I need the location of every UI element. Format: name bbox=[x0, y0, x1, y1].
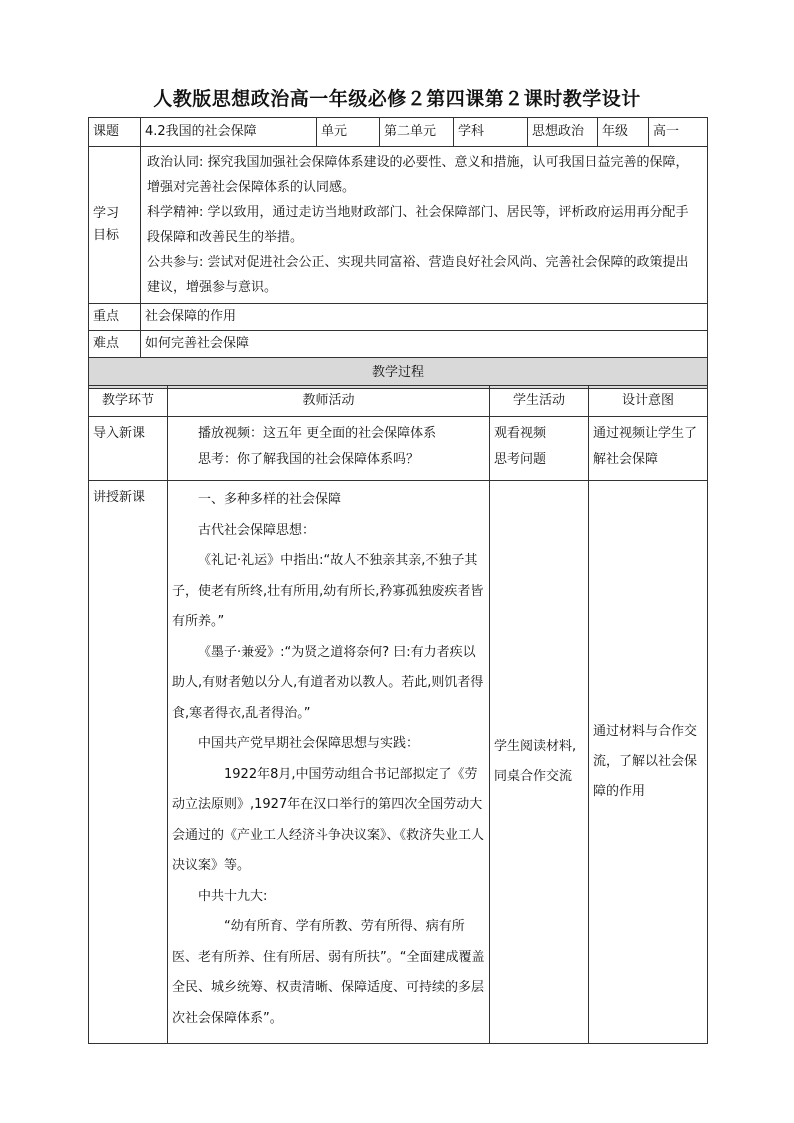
header-student: 学生活动 bbox=[490, 386, 589, 417]
unit-label: 单元 bbox=[317, 118, 380, 147]
student-teach: 学生阅读材料,同桌合作交流 bbox=[490, 481, 589, 1044]
subject-value: 思想政治 bbox=[528, 118, 598, 147]
stage-intro: 导入新课 bbox=[89, 417, 168, 481]
teacher-teach: 一、多种多样的社会保障 古代社会保障思想： 《礼记·礼运》中指出:“故人不独亲其亲,不独子其子，使老有所终,壮有所用,幼有所长,矜寡孤独废疾者皆有所养。” 《墨子·兼爱》:“为贤之道将奈何? 曰:有力者疾以助人,有财者勉以分人,有道者劝以教人。若此,则饥者得食,寒者得衣,乱者得治。” 中国共产党早期社会保障思想与实践： 1922年8月,中国劳动组合书记部拟定了《劳动立法原则》,1927年在汉口举行的第四次全国劳动大会通过的《产业工人经济斗争决议案》、《救济失业工人决议案》等。 中共十九大: “幼有所育、学有所教、劳有所得、病有所医、老有所养、住有所居、弱有所扶”。“全面建成覆盖全民、城乡统筹、权责清晰、保障适度、可持续的多层次社会保障体系”。 bbox=[168, 481, 490, 1044]
process-header: 教学过程 bbox=[89, 358, 708, 389]
process-column-headers bbox=[89, 386, 708, 417]
goal-participation: 公共参与: 尝试对促进社会公正、实现共同富裕、营造良好社会风尚、完善社会保障的政策提出建议，增强参与意识。 bbox=[147, 255, 689, 295]
subject-label: 学科 bbox=[454, 118, 528, 147]
teacher-intro: 播放视频：这五年 更全面的社会保障体系 思考：你了解我国的社会保障体系吗？ bbox=[168, 417, 490, 481]
stage-teach: 讲授新课 bbox=[89, 481, 168, 1044]
student-intro: 观看视频 思考问题 bbox=[490, 417, 589, 481]
intent-teach: 通过材料与合作交流，了解以社会保障的作用 bbox=[589, 481, 708, 1044]
header-teacher: 教师活动 bbox=[168, 386, 490, 417]
grade-label: 年级 bbox=[598, 118, 649, 147]
key-point-label: 重点 bbox=[89, 304, 141, 331]
key-point-value: 社会保障的作用 bbox=[141, 304, 708, 331]
header-intent: 设计意图 bbox=[589, 386, 708, 417]
table-row bbox=[89, 481, 708, 1044]
goal-political: 政治认同: 探究我国加强社会保障体系建设的必要性、意义和措施，认可我国日益完善的保障，增强对完善社会保障体系的认同感。 bbox=[147, 155, 689, 195]
process-header-row bbox=[89, 358, 708, 389]
topic-label: 课题 bbox=[89, 118, 141, 147]
difficulty-value: 如何完善社会保障 bbox=[141, 331, 708, 358]
goals-label: 学习 目标 bbox=[89, 147, 141, 304]
table-row bbox=[89, 417, 708, 481]
goal-science: 科学精神: 学以致用，通过走访当地财政部门、社会保障部门、居民等，评析政府运用再分配手段保障和改善民生的举措。 bbox=[147, 205, 689, 245]
document-title: 人教版思想政治高一年级必修２第四课第２课时教学设计 bbox=[153, 88, 641, 110]
intent-intro: 通过视频让学生了解社会保障 bbox=[589, 417, 708, 481]
topic-value: 4.2我国的社会保障 bbox=[141, 118, 317, 147]
info-row bbox=[89, 118, 708, 147]
difficulty-label: 难点 bbox=[89, 331, 141, 358]
goals-row bbox=[89, 147, 708, 304]
header-stage: 教学环节 bbox=[89, 386, 168, 417]
lesson-plan-table bbox=[88, 117, 708, 389]
grade-value: 高一 bbox=[649, 118, 708, 147]
process-table bbox=[88, 385, 708, 1044]
difficulty-row bbox=[89, 331, 708, 358]
unit-value: 第二单元 bbox=[380, 118, 454, 147]
goals-content bbox=[141, 147, 708, 304]
key-point-row bbox=[89, 304, 708, 331]
